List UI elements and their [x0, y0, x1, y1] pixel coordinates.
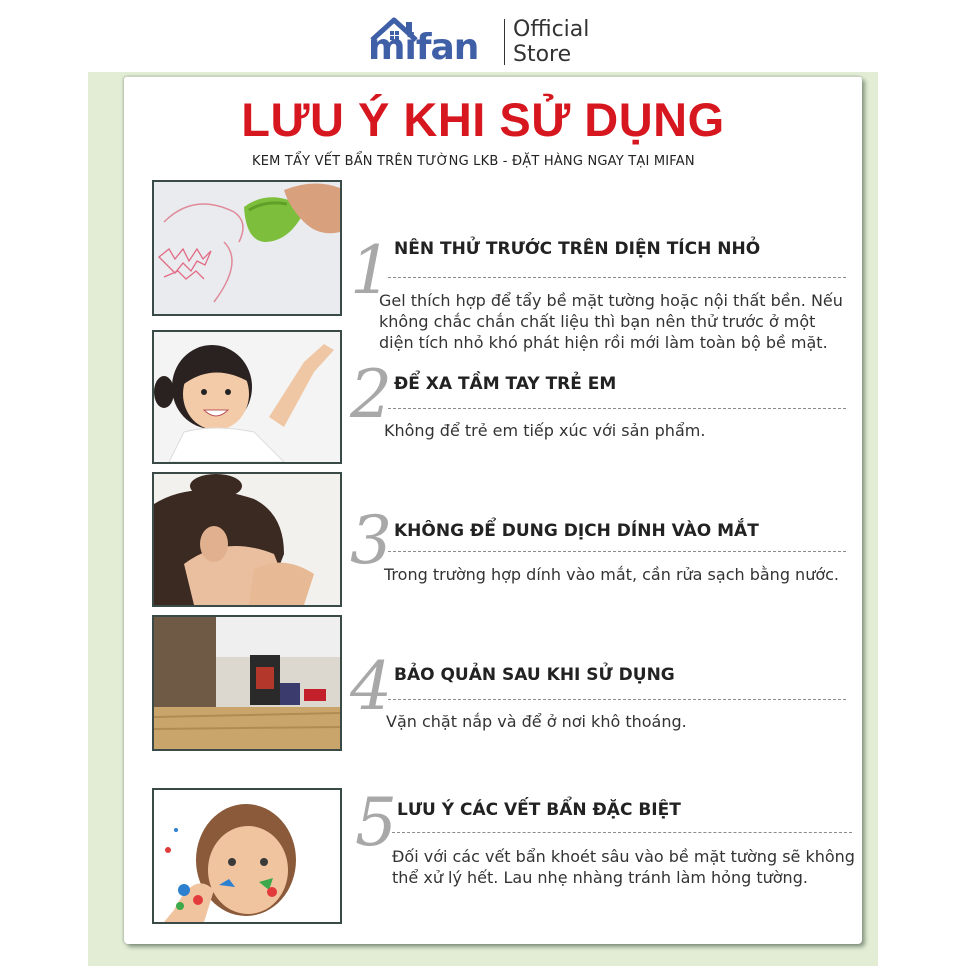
step-2-line-1: Không để trẻ em tiếp xúc với sản phẩm. — [384, 421, 706, 440]
step-title-3: KHÔNG ĐỂ DUNG DỊCH DÍNH VÀO MẮT — [394, 521, 759, 541]
step-number-4: 4 — [350, 648, 392, 725]
step-divider-2 — [388, 408, 846, 409]
photo-child-painted-face — [152, 788, 342, 924]
step-body-3 — [384, 564, 839, 585]
step-divider-3 — [388, 551, 846, 552]
painted-child-illustration — [154, 790, 340, 922]
card-top-edge — [124, 76, 862, 77]
step-body-4 — [386, 711, 687, 732]
page-subtitle: KEM TẨY VẾT BẨN TRÊN TƯỜNG LKB - ĐẶT HÀNG NGAY TẠI MIFAN — [252, 154, 695, 169]
step-body-5 — [392, 846, 855, 888]
logo-text: mifan — [368, 27, 479, 68]
step-3-line-1: Trong trường hợp dính vào mắt, cần rửa sạch bằng nước. — [384, 565, 840, 584]
child-illustration — [154, 332, 340, 462]
photo-storage-shelf — [152, 615, 342, 751]
shelf-illustration — [154, 617, 340, 749]
step-5-line-2: thể xử lý hết. Lau nhẹ nhàng tránh làm hỏng tường. — [392, 868, 808, 887]
step-body-1 — [379, 290, 843, 353]
step-1-line-2: không chắc chắn chất liệu thì bạn nên thử trước ở một — [379, 312, 816, 331]
step-title-5: LƯU Ý CÁC VẾT BẨN ĐẶC BIỆT — [397, 800, 681, 820]
page-title: LƯU Ý KHI SỬ DỤNG — [241, 93, 725, 146]
step-title-1: NÊN THỬ TRƯỚC TRÊN DIỆN TÍCH NHỎ — [394, 239, 761, 259]
photo-washing-eyes — [152, 472, 342, 607]
step-5-line-1: Đối với các vết bẩn khoét sâu vào bề mặt tường sẽ không — [392, 847, 855, 866]
brand-logo — [368, 16, 589, 68]
step-number-3: 3 — [350, 502, 392, 579]
official-store-label — [513, 17, 589, 67]
wall-wiping-illustration — [154, 182, 340, 314]
step-1-line-3: diện tích nhỏ khó phát hiện rồi mới làm toàn bộ bề mặt. — [379, 333, 828, 352]
step-number-5: 5 — [355, 784, 397, 861]
store-line-2: Store — [513, 42, 572, 67]
store-line-1: Official — [513, 17, 590, 42]
photo-child-raising-arm — [152, 330, 342, 464]
step-4-line-1: Vặn chặt nắp và để ở nơi khô thoáng. — [386, 712, 687, 731]
step-divider-5 — [392, 832, 852, 833]
step-1-line-1: Gel thích hợp để tẩy bề mặt tường hoặc nội thất bền. Nếu — [379, 291, 843, 310]
logo-divider — [504, 19, 505, 65]
step-body-2 — [384, 420, 705, 441]
step-title-2: ĐỂ XA TẦM TAY TRẺ EM — [394, 374, 617, 394]
photo-wiping-wall — [152, 180, 342, 316]
step-divider-1 — [388, 277, 846, 278]
step-title-4: BẢO QUẢN SAU KHI SỬ DỤNG — [394, 665, 675, 685]
step-number-1: 1 — [350, 232, 392, 309]
mifan-logo-mark — [368, 16, 494, 68]
step-number-2: 2 — [350, 356, 392, 433]
step-divider-4 — [388, 699, 846, 700]
washing-face-illustration — [154, 474, 340, 605]
